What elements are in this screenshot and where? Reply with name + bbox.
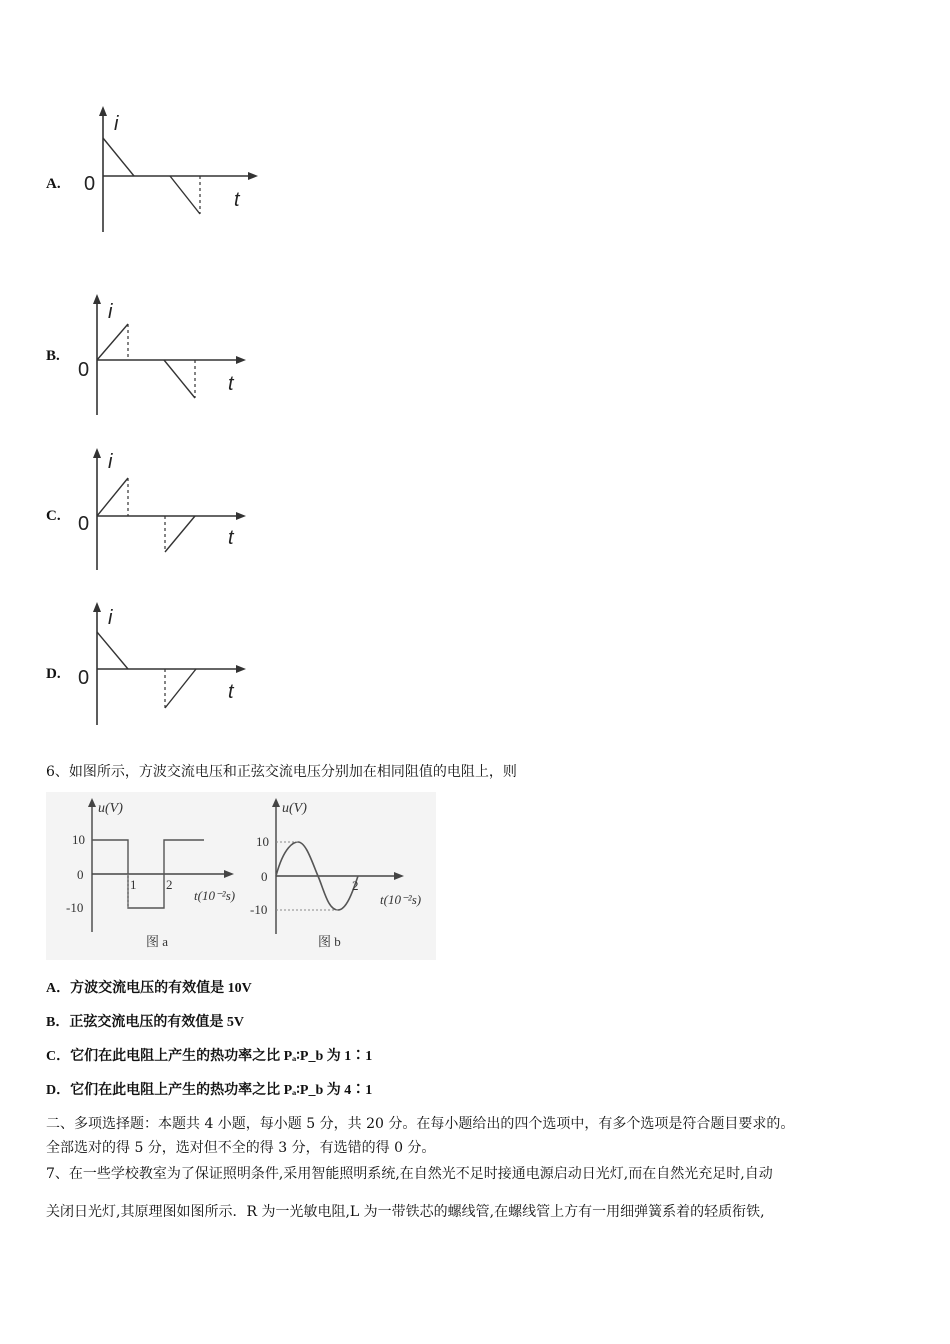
q6-choice-a: [46, 978, 252, 999]
figure-b: [250, 798, 421, 949]
option-d-label: D.: [46, 666, 61, 682]
choice-text: 方波交流电压的有效值是 10V: [70, 981, 252, 996]
q6-figures: [46, 792, 436, 960]
axis-i-label: i: [108, 301, 113, 323]
question-7-line-1: 7、在一些学校教室为了保证照明条件,采用智能照明系统,在自然光不足时接通电源启动日光灯,而在自然光充足时,自动: [46, 1166, 773, 1182]
question-6-stem: 6、如图所示，方波交流电压和正弦交流电压分别加在相同阻值的电阻上，则: [46, 764, 517, 780]
fig-b-ytop: 10: [256, 834, 269, 849]
fig-a-ybottom: -10: [66, 900, 84, 915]
choice-text: 正弦交流电压的有效值是 5V: [69, 1015, 244, 1030]
axis-t-label: t: [228, 681, 234, 703]
option-a-label: A.: [46, 176, 61, 192]
origin-label: 0: [78, 667, 90, 689]
axis-i-label: i: [108, 451, 113, 473]
option-a-graph: [76, 100, 266, 235]
fig-b-caption: 图 b: [318, 934, 341, 949]
axis-i-label: i: [114, 113, 119, 135]
origin-label: 0: [78, 513, 90, 535]
fig-a-caption: 图 a: [146, 934, 169, 949]
q6-choice-c: [46, 1046, 372, 1067]
fig-b-x2: 2: [352, 878, 359, 893]
option-b-graph: [70, 290, 260, 420]
fig-b-yzero: 0: [261, 869, 268, 884]
q6-choice-d: [46, 1080, 372, 1101]
fig-a-x1: 1: [130, 877, 137, 892]
choice-key: B．: [46, 1015, 70, 1030]
axis-t-label: t: [234, 189, 240, 211]
question-7-line-2: 关闭日光灯,其原理图如图所示．R 为一光敏电阻,L 为一带铁芯的螺线管,在螺线管上方有一用细弹簧系着的轻质衔铁,: [46, 1204, 765, 1220]
option-c-graph: [70, 444, 260, 574]
choice-text: 它们在此电阻上产生的热功率之比 Pₐ∶P_b 为 1∶1: [70, 1049, 373, 1064]
fig-a-x2: 2: [166, 877, 173, 892]
fig-a-ytop: 10: [72, 832, 85, 847]
section-2-line-1: 二、多项选择题：本题共 4 小题，每小题 5 分，共 20 分。在每小题给出的四个选项中，有多个选项是符合题目要求的。: [46, 1116, 795, 1132]
fig-a-ylabel: u(V): [98, 801, 123, 816]
choice-key: A．: [46, 981, 71, 996]
q6-choice-b: [46, 1012, 244, 1033]
axis-i-label: i: [108, 607, 113, 629]
fig-b-xlabel: t(10⁻²s): [380, 892, 422, 907]
origin-label: 0: [84, 173, 96, 195]
choice-key: C．: [46, 1049, 71, 1064]
fig-b-ybottom: -10: [250, 902, 268, 917]
choice-text: 它们在此电阻上产生的热功率之比 Pₐ∶P_b 为 4∶1: [70, 1083, 373, 1098]
fig-a-yzero: 0: [77, 867, 84, 882]
choice-key: D．: [46, 1083, 71, 1098]
option-d-graph: [70, 598, 260, 728]
axis-t-label: t: [228, 373, 234, 395]
axis-t-label: t: [228, 527, 234, 549]
section-2-line-2: 全部选对的得 5 分，选对但不全的得 3 分，有选错的得 0 分。: [46, 1140, 436, 1156]
fig-a-xlabel: t(10⁻²s): [194, 888, 236, 903]
option-b-label: B.: [46, 348, 60, 364]
fig-b-ylabel: u(V): [282, 801, 307, 816]
figure-a: [66, 798, 235, 949]
origin-label: 0: [78, 359, 90, 381]
option-c-label: C.: [46, 508, 61, 524]
